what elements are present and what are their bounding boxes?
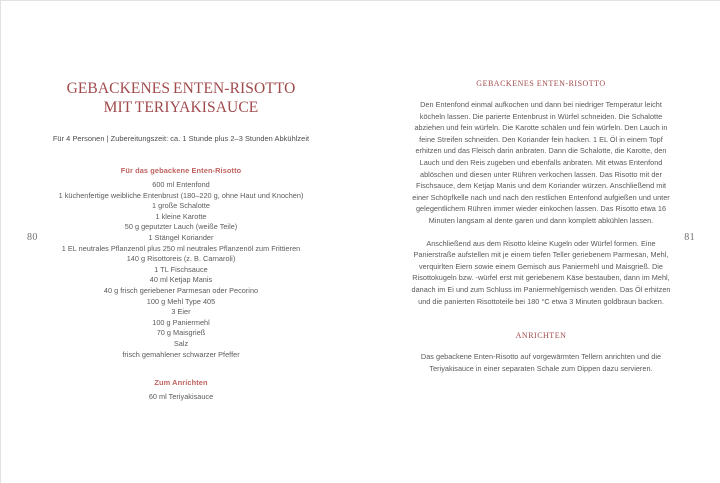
ingredient-item: 40 g frisch geriebener Parmesan oder Pecorino [103,285,259,295]
ingredient-list-serving [37,392,325,403]
ingredient-item: Salz [173,338,189,348]
ingredient-item: 50 g geputzter Lauch (weiße Teile) [124,222,238,232]
ingredient-item: 1 kleine Karotte [155,211,207,221]
ingredient-item: 140 g Risottoreis (z. B. Carnaroli) [126,254,236,264]
ingredient-item: frisch gemahlener schwarzer Pfeffer [122,349,240,359]
ingredient-group-serving [37,378,325,403]
ingredient-item: 70 g Maisgrieß [156,328,206,338]
ingredient-item: 100 g Paniermehl [152,317,210,327]
page-number-left: 80 [27,232,38,243]
recipe-title-line-2: MIT TERIYAKISAUCE [103,99,259,116]
ingredient-item: 40 ml Ketjap Manis [149,275,213,285]
ingredient-item: 600 ml Entenfond [152,180,210,189]
page-number-right: 81 [684,232,695,243]
ingredient-item: 1 Stängel Koriander [148,232,214,242]
recipe-servings-and-time: Für 4 Personen | Zubereitungszeit: ca. 1 Stunde plus 2–3 Stunden Abkühlzeit [52,134,310,143]
ingredient-item: 60 ml Teriyakisauce [148,392,214,402]
method-paragraph: Den Entenfond einmal aufkochen und dann bei niedriger Temperatur leicht köcheln lassen. Die parierte Entenbrust in Würfel schneiden. Die Schalotte abziehen und fein würfeln. Die Karotte schälen und fein würfeln. Den Lauch in feine Streifen schneiden. Den Koriander fein hacken. 1 EL Öl in einem Topf erhitzen und das Fleisch darin anbraten. Dann die Schalotte, die Karotte, den Lauch und den Reis zugeben und ebenfalls anbraten. Mit etwas Entenfond ablöschen und diesen unter Rühren verkochen lassen. Das Risotto mit der Fischsauce, dem Ketjap Manis und dem Koriander würzen. Anschließend mit einer Schöpfkelle nach und nach den restlichen Entenfond aufgießen und unter gelegentlichem Rühren immer wieder einkochen lassen. Das Risotto etwa 16 Minuten langsam al dente garen und dann komplett abkühlen lassen. [412,100,670,225]
ingredient-item: 1 große Schalotte [152,201,210,211]
ingredient-item: 3 Eier [171,307,191,317]
ingredient-group-main [37,166,325,360]
serving-section-heading: ANRICHTEN [515,331,567,341]
ingredient-group-heading: Zum Anrichten [154,378,208,388]
ingredient-list-main [37,180,325,360]
recipe-title-line-1: GEBACKENES ENTEN-RISOTTO [66,80,296,97]
left-page-content [1,79,361,403]
method-paragraph: Anschließend aus dem Risotto kleine Kugeln oder Würfel formen. Eine Panierstraße aufstellen mit je einem tiefen Teller geriebenem Parmesan, Mehl, verquirlten Eiern sowie einem Gemisch aus Paniermehl und Maisgrieß. Die Risottokugeln bzw. -würfel erst mit geriebenem Käse bestauben, dann im Mehl, danach im Ei und zum Schluss im Paniermehlgemisch wenden. Das Öl erhitzen und die panierten Risottoteile bei 180 °C etwa 3 Minuten goldbraun backen. [411,238,671,306]
method-section-heading: GEBACKENES ENTEN-RISOTTO [476,79,606,88]
ingredient-item: 1 TL Fischsauce [154,264,208,274]
right-page [361,1,720,483]
ingredient-group-heading: Für das gebackene Enten-Risotto [120,166,242,175]
right-page-content [361,79,720,374]
serving-paragraph: Das gebackene Enten-Risotto auf vorgewärmten Tellern anrichten und die Teriyakisauce in einer separaten Schale zum Dippen dazu servieren. [420,352,662,373]
ingredient-item: 1 EL neutrales Pflanzenöl plus 250 ml neutrales Pflanzenöl zum Frittieren [61,243,301,253]
ingredient-item: 100 g Mehl Type 405 [146,296,216,306]
left-page [1,1,361,483]
recipe-title [37,79,325,117]
ingredient-item: 1 küchenfertige weibliche Entenbrust (180–220 g, ohne Haut und Knochen) [58,190,304,200]
